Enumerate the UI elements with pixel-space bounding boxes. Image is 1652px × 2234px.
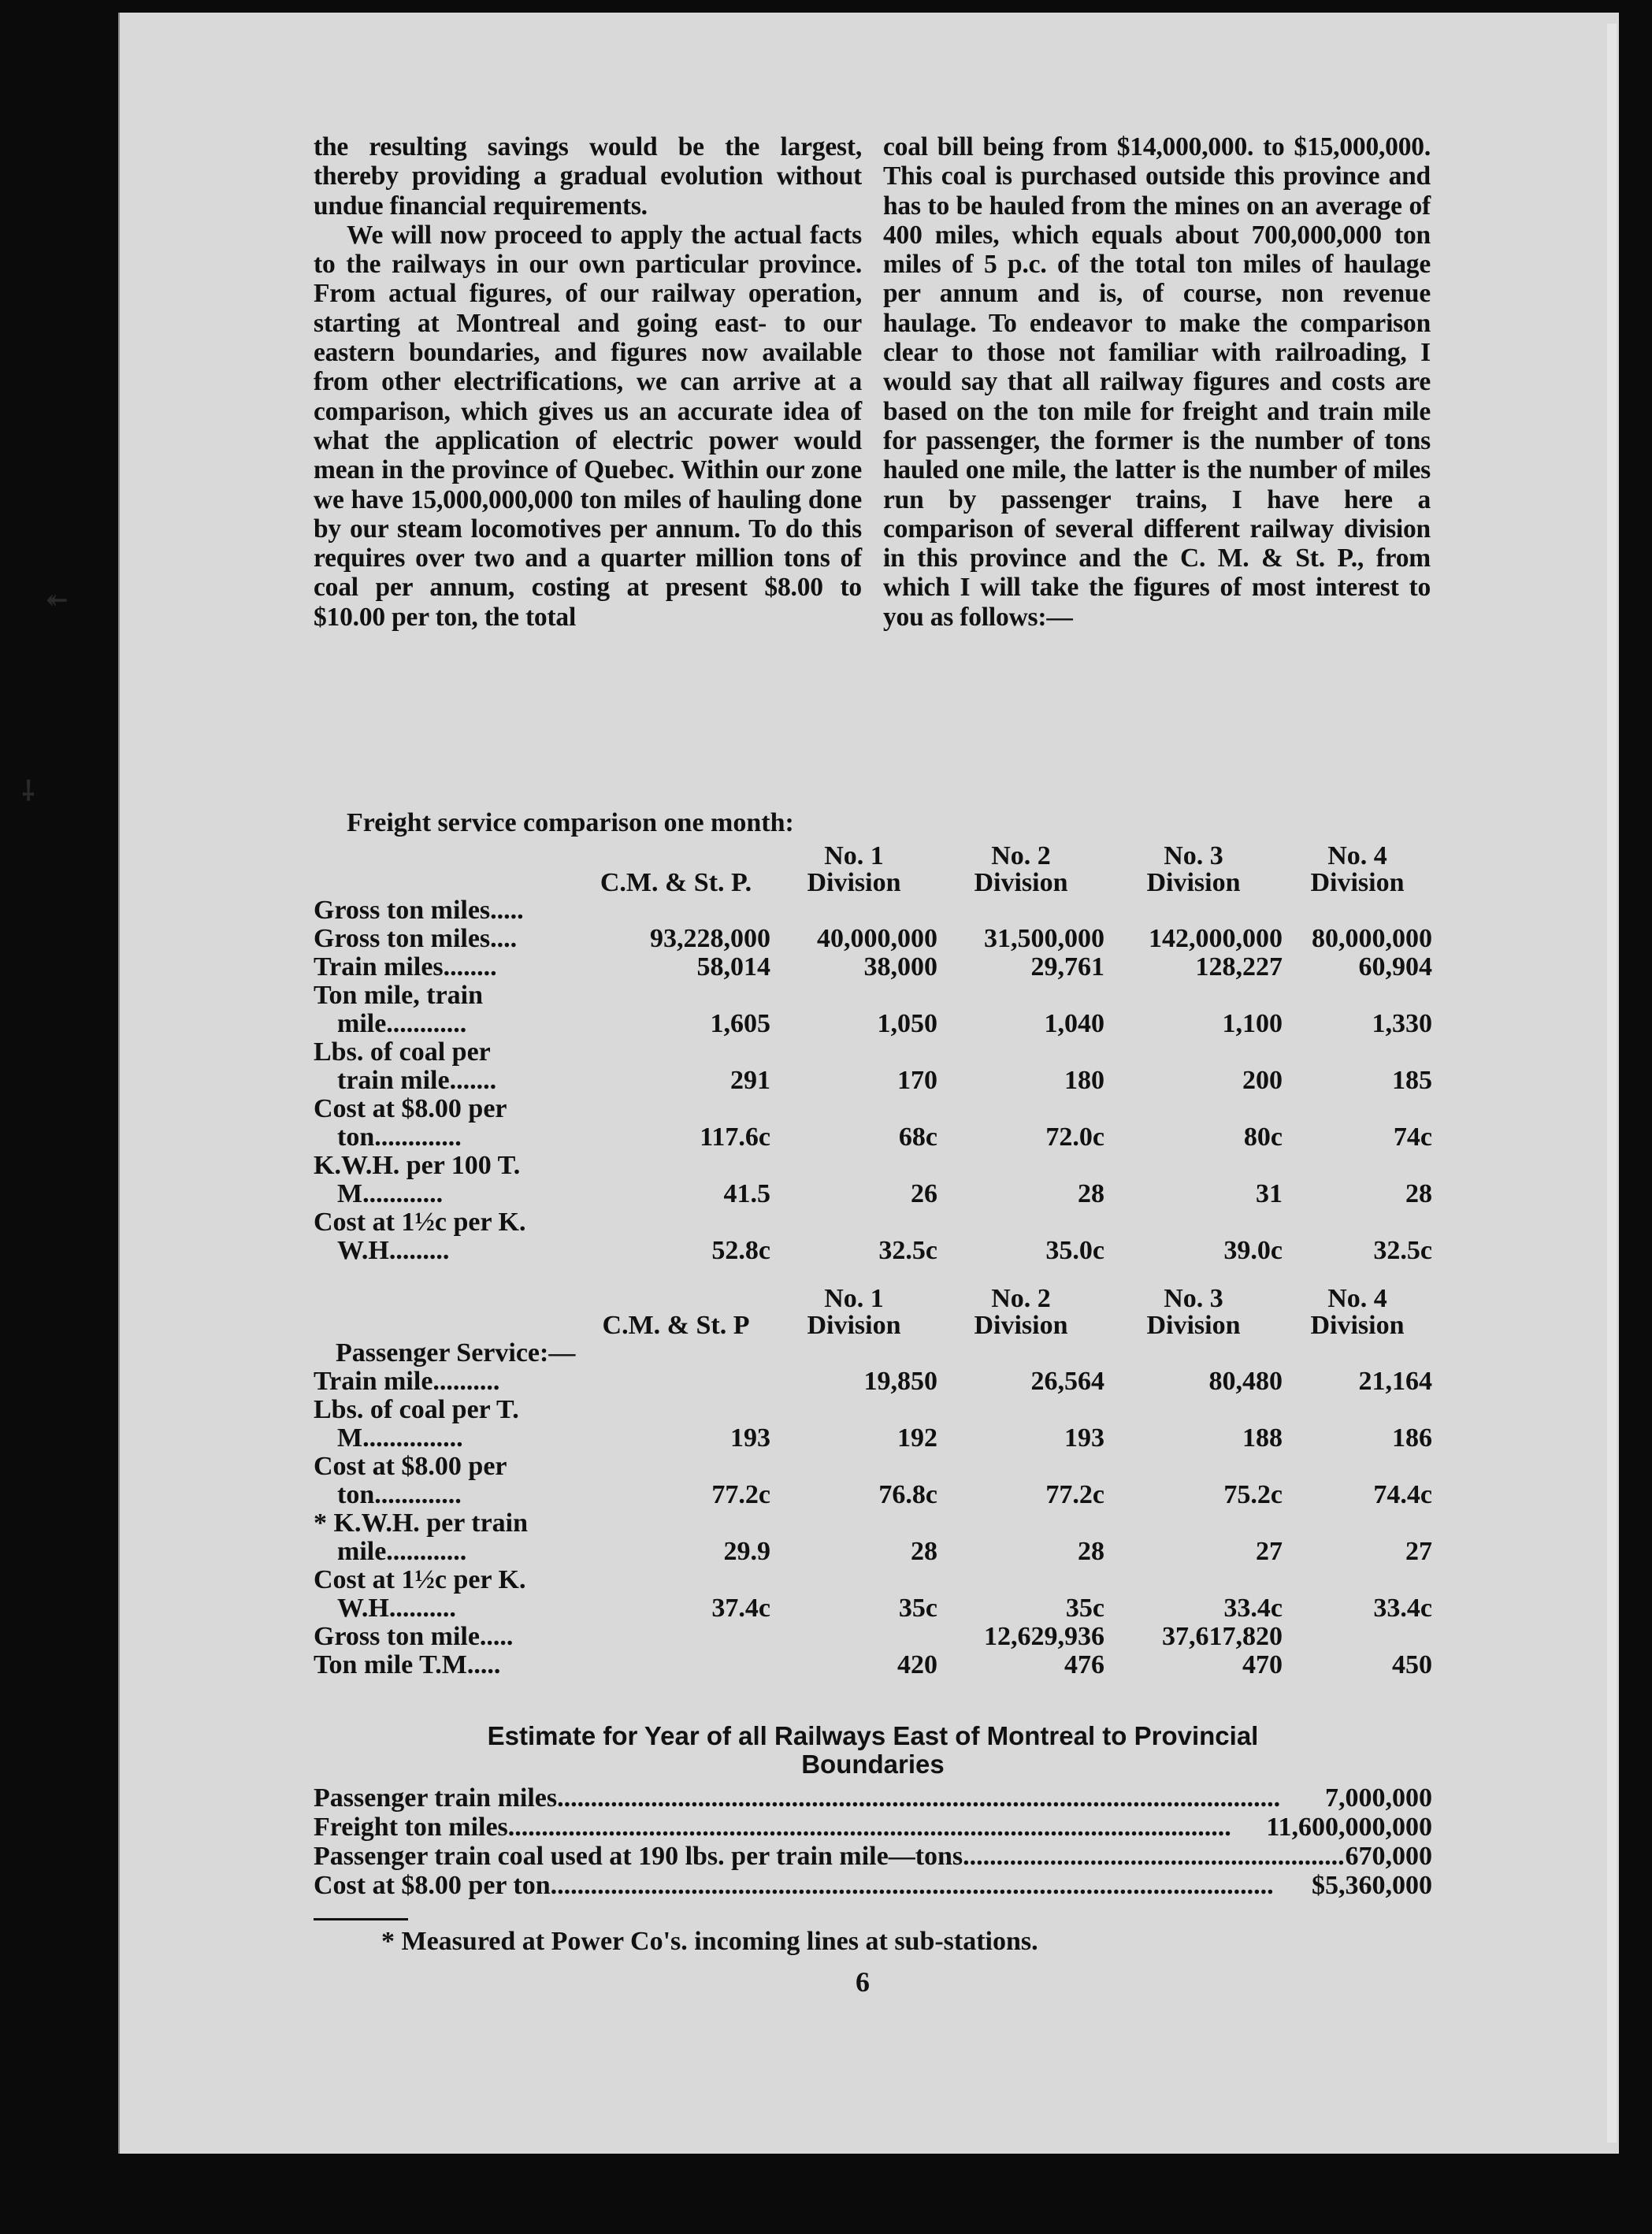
table-cell: 450 xyxy=(1392,1650,1432,1679)
paragraph: the resulting savings would be the largest, thereby providing a gradual evolution without undue financial requirements. xyxy=(314,132,862,221)
table-section-row xyxy=(314,1339,1432,1367)
table-cell xyxy=(581,896,770,925)
table-cell: 35c xyxy=(898,1594,937,1623)
table-cell: 32.5c xyxy=(878,1236,937,1265)
table-cell xyxy=(581,1367,770,1396)
page-number: 6 xyxy=(856,1966,870,1998)
table-cell: 80,000,000 xyxy=(1312,924,1432,953)
row-label-line: ton............. xyxy=(337,1480,462,1509)
table-cell: 74.4c xyxy=(1373,1480,1432,1509)
column-header: No. 2 xyxy=(991,841,1051,870)
body-column-right xyxy=(883,132,1431,632)
table-cell: 193 xyxy=(1064,1423,1104,1453)
table-cell: 117.6c xyxy=(700,1123,770,1152)
table-cell: 41.5 xyxy=(723,1179,770,1208)
row-label-line: Lbs. of coal per xyxy=(314,1037,491,1067)
column-header: Division xyxy=(1310,868,1405,897)
table-cell: 1,100 xyxy=(1222,1009,1283,1038)
table-cell: 1,040 xyxy=(1044,1009,1104,1038)
column-header xyxy=(581,843,770,870)
row-label-line: mile............ xyxy=(337,1009,467,1038)
table-row xyxy=(314,1566,1432,1623)
row-label-line: Lbs. of coal per T. xyxy=(314,1395,519,1424)
row-label-line: Cost at 1½c per K. xyxy=(314,1565,526,1594)
table-header-row xyxy=(314,1312,1432,1339)
table-cell: 80c xyxy=(1243,1123,1283,1152)
table-cell: 27 xyxy=(1256,1537,1283,1566)
table-cell xyxy=(1104,896,1283,925)
row-label-line: Cost at $8.00 per xyxy=(314,1094,507,1123)
table-cell: 28 xyxy=(1078,1537,1104,1566)
table-cell: 38,000 xyxy=(863,952,937,982)
column-header: Division xyxy=(1146,868,1241,897)
table-row xyxy=(314,1152,1432,1208)
table-cell: 77.2c xyxy=(1045,1480,1104,1509)
row-label-line: M............ xyxy=(337,1179,444,1208)
table-cell: 35.0c xyxy=(1045,1236,1104,1265)
row-label xyxy=(314,953,581,982)
row-label xyxy=(314,1152,581,1208)
table-row xyxy=(314,1623,1432,1651)
row-label xyxy=(314,1623,581,1651)
table-cell: 29.9 xyxy=(723,1537,770,1566)
row-label-line: Gross ton mile..... xyxy=(314,1622,514,1651)
table-cell: 74c xyxy=(1393,1123,1432,1152)
estimate-value: $5,360,000 xyxy=(1312,1871,1432,1900)
table-row xyxy=(314,925,1432,953)
table-row xyxy=(314,1396,1432,1453)
table-cell: 52.8c xyxy=(711,1236,770,1265)
table-cell: 29,761 xyxy=(1030,952,1104,982)
estimate-value: 11,600,000,000 xyxy=(1266,1813,1432,1842)
row-label xyxy=(314,1453,581,1509)
row-label xyxy=(314,1367,581,1396)
table-cell: 186 xyxy=(1392,1423,1432,1453)
table-cell: 76.8c xyxy=(878,1480,937,1509)
table-row xyxy=(314,1453,1432,1509)
estimate-heading xyxy=(314,1722,1432,1779)
table-row xyxy=(314,1208,1432,1265)
column-header: No. 1 xyxy=(824,841,884,870)
row-label-line: Train mile.......... xyxy=(314,1367,500,1396)
table-cell: 476 xyxy=(1064,1650,1104,1679)
table-cell: 28 xyxy=(1405,1179,1432,1208)
row-label-line: M............... xyxy=(337,1423,463,1453)
row-label xyxy=(314,1509,581,1566)
freight-heading: Freight service comparison one month: xyxy=(347,808,794,837)
section-label: Passenger Service:— xyxy=(336,1338,576,1367)
row-label xyxy=(314,1566,581,1623)
list-item xyxy=(314,1783,1432,1813)
row-label xyxy=(314,1208,581,1265)
table-cell xyxy=(770,896,937,925)
column-header: Division xyxy=(974,868,1068,897)
table-cell: 93,228,000 xyxy=(650,924,770,953)
table-row xyxy=(314,896,1432,925)
column-header: No. 4 xyxy=(1327,1284,1387,1313)
leader-dots xyxy=(557,1783,1325,1813)
column-header: C.M. & St. P. xyxy=(600,868,752,897)
estimate-value: 7,000,000 xyxy=(1325,1783,1432,1813)
estimate-heading-line: Estimate for Year of all Railways East of Montreal to Provincial xyxy=(487,1721,1259,1750)
table-cell: 33.4c xyxy=(1223,1594,1283,1623)
table-cell: 80,480 xyxy=(1208,1367,1283,1396)
table-cell xyxy=(937,896,1104,925)
table-cell: 40,000,000 xyxy=(817,924,937,953)
table-cell: 185 xyxy=(1392,1066,1432,1095)
list-item xyxy=(314,1871,1432,1900)
table-header-row xyxy=(314,1286,1432,1312)
page-edge xyxy=(1607,24,1617,2143)
table-cell: 27 xyxy=(1405,1537,1432,1566)
estimate-heading-line: Boundaries xyxy=(801,1750,945,1779)
table-row xyxy=(314,1367,1432,1396)
column-header: Division xyxy=(974,1311,1068,1340)
estimate-label: Passenger train coal used at 190 lbs. per train mile—tons xyxy=(314,1842,963,1871)
estimate-list xyxy=(314,1783,1432,1900)
row-label-line: Train miles........ xyxy=(314,952,497,982)
table-cell: 72.0c xyxy=(1045,1123,1104,1152)
table-cell xyxy=(770,1623,937,1651)
row-label xyxy=(314,982,581,1038)
table-cell: 28 xyxy=(911,1537,937,1566)
table-cell: 200 xyxy=(1242,1066,1283,1095)
row-label xyxy=(314,1651,581,1679)
row-label-line: ton............. xyxy=(337,1123,462,1152)
table-cell: 58,014 xyxy=(696,952,770,982)
table-cell: 291 xyxy=(730,1066,770,1095)
table-cell: 188 xyxy=(1242,1423,1283,1453)
table-cell: 31 xyxy=(1256,1179,1283,1208)
row-label-line: train mile....... xyxy=(337,1066,497,1095)
row-label xyxy=(314,925,581,953)
column-header: Division xyxy=(1146,1311,1241,1340)
column-header: Division xyxy=(807,1311,901,1340)
table-row xyxy=(314,1509,1432,1566)
leader-dots xyxy=(551,1871,1312,1900)
freight-comparison-table xyxy=(314,843,1432,1265)
leader-dots xyxy=(508,1813,1267,1842)
list-item xyxy=(314,1842,1432,1871)
row-label xyxy=(314,1095,581,1152)
table-cell: 1,330 xyxy=(1372,1009,1432,1038)
table-cell: 420 xyxy=(897,1650,937,1679)
estimate-label: Passenger train miles xyxy=(314,1783,558,1813)
row-label-line: mile............ xyxy=(337,1537,467,1566)
row-label-line: Ton mile T.M..... xyxy=(314,1650,501,1679)
column-header: C.M. & St. P xyxy=(602,1311,750,1340)
table-row xyxy=(314,1095,1432,1152)
table-cell: 1,050 xyxy=(877,1009,937,1038)
column-header: No. 4 xyxy=(1327,841,1387,870)
table-cell: 39.0c xyxy=(1223,1236,1283,1265)
table-cell xyxy=(581,1623,770,1651)
table-cell: 170 xyxy=(897,1066,937,1095)
column-header xyxy=(581,1286,770,1312)
estimate-label: Freight ton miles xyxy=(314,1813,508,1842)
margin-mark: ↞ xyxy=(46,586,69,615)
table-cell xyxy=(1283,1623,1432,1651)
table-cell: 68c xyxy=(898,1123,937,1152)
row-label-line: Cost at $8.00 per xyxy=(314,1452,507,1481)
row-label-line: Gross ton miles..... xyxy=(314,896,524,925)
column-header: No. 2 xyxy=(991,1284,1051,1313)
table-cell: 26 xyxy=(911,1179,937,1208)
footnote-rule xyxy=(314,1918,408,1920)
column-header: No. 1 xyxy=(824,1284,884,1313)
column-header: No. 3 xyxy=(1164,1284,1223,1313)
table-cell: 1,605 xyxy=(710,1009,770,1038)
table-cell: 180 xyxy=(1064,1066,1104,1095)
table-cell: 19,850 xyxy=(863,1367,937,1396)
row-label xyxy=(314,896,581,925)
table-cell: 128,227 xyxy=(1195,952,1283,982)
column-header: No. 3 xyxy=(1164,841,1223,870)
table-cell: 60,904 xyxy=(1358,952,1432,982)
table-cell: 33.4c xyxy=(1373,1594,1432,1623)
row-label xyxy=(314,1038,581,1095)
leader-dots xyxy=(963,1842,1345,1871)
table-cell: 37.4c xyxy=(711,1594,770,1623)
table-cell: 142,000,000 xyxy=(1149,924,1283,953)
table-cell: 32.5c xyxy=(1373,1236,1432,1265)
row-label-line: Ton mile, train xyxy=(314,981,484,1010)
row-label-line: Cost at 1½c per K. xyxy=(314,1208,526,1237)
column-header: Division xyxy=(1310,1311,1405,1340)
table-cell xyxy=(581,1651,770,1679)
table-cell: 37,617,820 xyxy=(1162,1622,1283,1651)
table-cell: 26,564 xyxy=(1030,1367,1104,1396)
body-column-left xyxy=(314,132,862,632)
scan-left-edge xyxy=(118,13,120,2154)
table-cell xyxy=(1283,896,1432,925)
table-row xyxy=(314,1651,1432,1679)
passenger-comparison-table xyxy=(314,1286,1432,1679)
table-header-row xyxy=(314,870,1432,896)
table-header-row xyxy=(314,843,1432,870)
table-cell: 35c xyxy=(1065,1594,1104,1623)
margin-mark: ⸸ xyxy=(22,777,35,807)
table-cell: 470 xyxy=(1242,1650,1283,1679)
row-label-line: W.H.......... xyxy=(337,1594,456,1623)
table-cell: 75.2c xyxy=(1223,1480,1283,1509)
column-header: Division xyxy=(807,868,901,897)
table-cell: 28 xyxy=(1078,1179,1104,1208)
row-label-line: K.W.H. per 100 T. xyxy=(314,1151,521,1180)
paragraph: We will now proceed to apply the actual facts to the railways in our own particular province. From actual figures, of our railway operation, starting at Montreal and going east- to our eastern boundaries, and figures now available from other electrifications, we can arrive at a comparison, which gives us an accurate idea of what the application of electric power would mean in the province of Quebec. Within our zone we have 15,000,000,000 ton miles of hauling done by our steam locomotives per annum. To do this requires over two and a quarter million tons of coal per annum, costing at present $8.00 to $10.00 per ton, the total xyxy=(314,220,862,632)
estimate-label: Cost at $8.00 per ton xyxy=(314,1871,551,1900)
table-cell: 77.2c xyxy=(711,1480,770,1509)
row-label-line: W.H......... xyxy=(337,1236,450,1265)
table-cell: 192 xyxy=(897,1423,937,1453)
table-cell: 21,164 xyxy=(1358,1367,1432,1396)
list-item xyxy=(314,1813,1432,1842)
footnote: * Measured at Power Co's. incoming lines at sub-stations. xyxy=(381,1927,1038,1956)
table-row xyxy=(314,953,1432,982)
estimate-value: 670,000 xyxy=(1345,1842,1432,1871)
table-row xyxy=(314,1038,1432,1095)
row-label-line: * K.W.H. per train xyxy=(314,1509,529,1538)
row-label xyxy=(314,1396,581,1453)
table-cell: 193 xyxy=(730,1423,770,1453)
paragraph: coal bill being from $14,000,000. to $15,000,000. This coal is purchased outside this province and has to be hauled from the mines on an average of 400 miles, which equals about 700,000,000 ton miles of 5 p.c. of the total ton miles of haulage per annum and is, of course, non revenue haulage. To endeavor to make the comparison clear to those not familiar with railroading, I would say that all railway figures and costs are based on the ton mile for freight and train mile for passenger, the former is the number of tons hauled one mile, the latter is the number of miles run by passenger trains, I have here a comparison of several different railway division in this province and the C. M. & St. P., from which I will take the figures of most interest to you as follows:— xyxy=(883,132,1431,632)
row-label-line: Gross ton miles.... xyxy=(314,924,518,953)
table-cell: 31,500,000 xyxy=(984,924,1104,953)
table-cell: 12,629,936 xyxy=(984,1622,1104,1651)
table-row xyxy=(314,982,1432,1038)
